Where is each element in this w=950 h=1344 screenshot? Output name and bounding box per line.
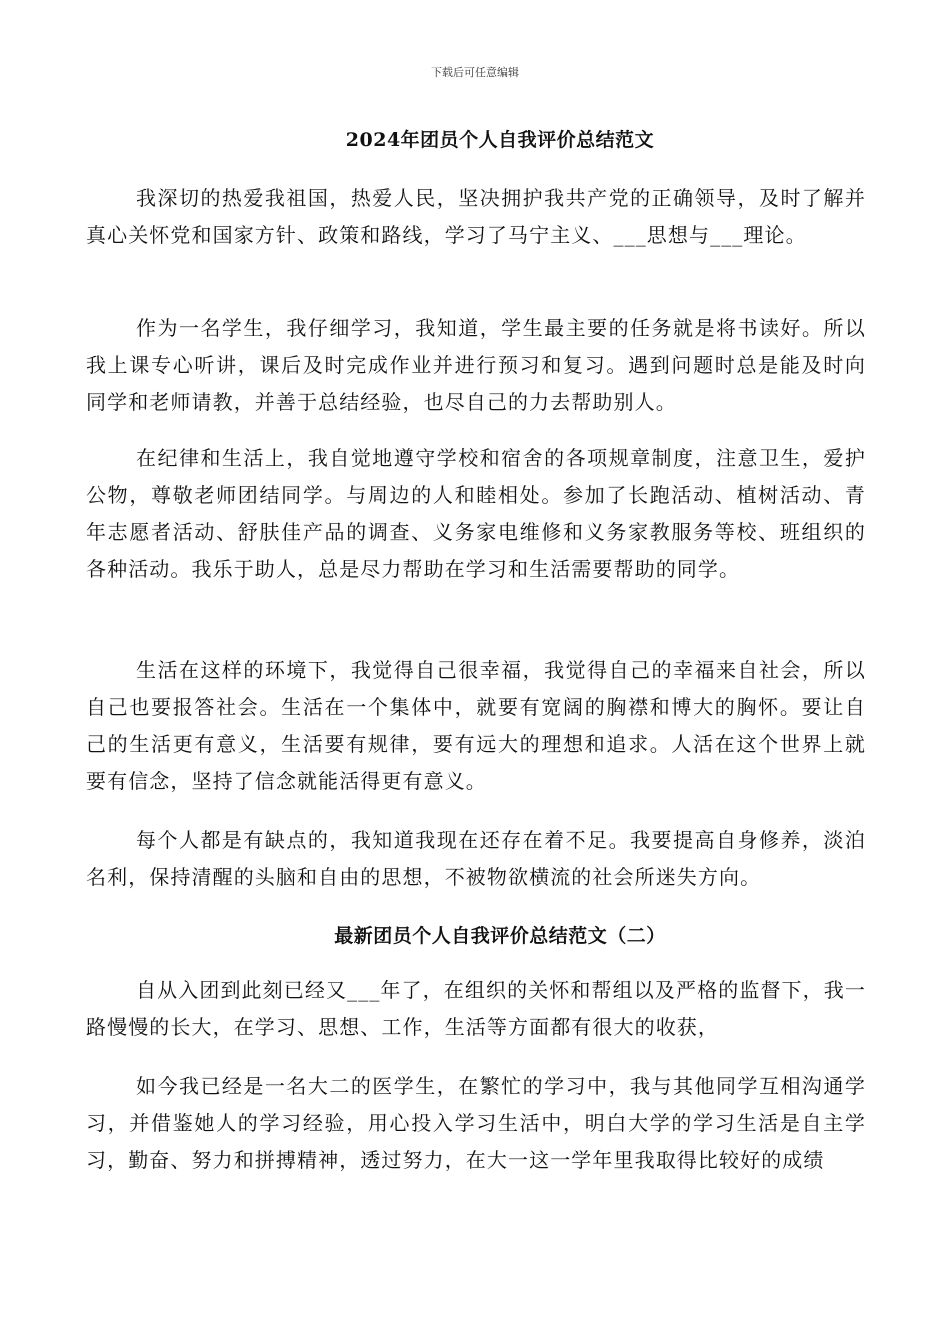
paragraph: 作为一名学生，我仔细学习，我知道，学生最主要的任务就是将书读好。所以我上课专心听讲，课后及时完成作业并进行预习和复习。遇到问题时总是能及时向同学和老师请教，并善于总结经验，也尽自己的力去帮助别人。	[86, 316, 866, 414]
paragraph: 自从入团到此刻已经又___年了，在组织的关怀和帮组以及严格的监督下，我一路慢慢的长大，在学习、思想、工作，生活等方面都有很大的收获，	[86, 978, 866, 1039]
paragraph: 如今我已经是一名大二的医学生，在繁忙的学习中，我与其他同学互相沟通学习，并借鉴她人的学习经验，用心投入学习生活中，明白大学的学习生活是自主学习，勤奋、努力和拼搏精神，透过努力，在大一这一学年里我取得比较好的成绩	[86, 1074, 866, 1172]
paragraph: 每个人都是有缺点的，我知道我现在还存在着不足。我要提高自身修养，淡泊名利，保持清醒的头脑和自由的思想，不被物欲横流的社会所迷失方向。	[86, 828, 866, 889]
section-title-2: 最新团员个人自我评价总结范文（二）	[334, 925, 666, 947]
section-title-1: 2024年团员个人自我评价总结范文	[345, 129, 655, 151]
paragraph: 我深切的热爱我祖国，热爱人民，坚决拥护我共产党的正确领导，及时了解并真心关怀党和国家方针、政策和路线，学习了马宁主义、___思想与___理论。	[86, 186, 866, 247]
header-note: 下载后可任意编辑	[431, 66, 519, 79]
paragraph: 在纪律和生活上，我自觉地遵守学校和宿舍的各项规章制度，注意卫生，爱护公物，尊敬老师团结同学。与周边的人和睦相处。参加了长跑活动、植树活动、青年志愿者活动、舒肤佳产品的调查、义务家电维修和义务家教服务等校、班组织的各种活动。我乐于助人，总是尽力帮助在学习和生活需要帮助的同学。	[86, 446, 866, 581]
paragraph: 生活在这样的环境下，我觉得自己很幸福，我觉得自己的幸福来自社会，所以自己也要报答社会。生活在一个集体中，就要有宽阔的胸襟和博大的胸怀。要让自己的生活更有意义，生活要有规律，要有远大的理想和追求。人活在这个世界上就要有信念，坚持了信念就能活得更有意义。	[86, 658, 866, 793]
